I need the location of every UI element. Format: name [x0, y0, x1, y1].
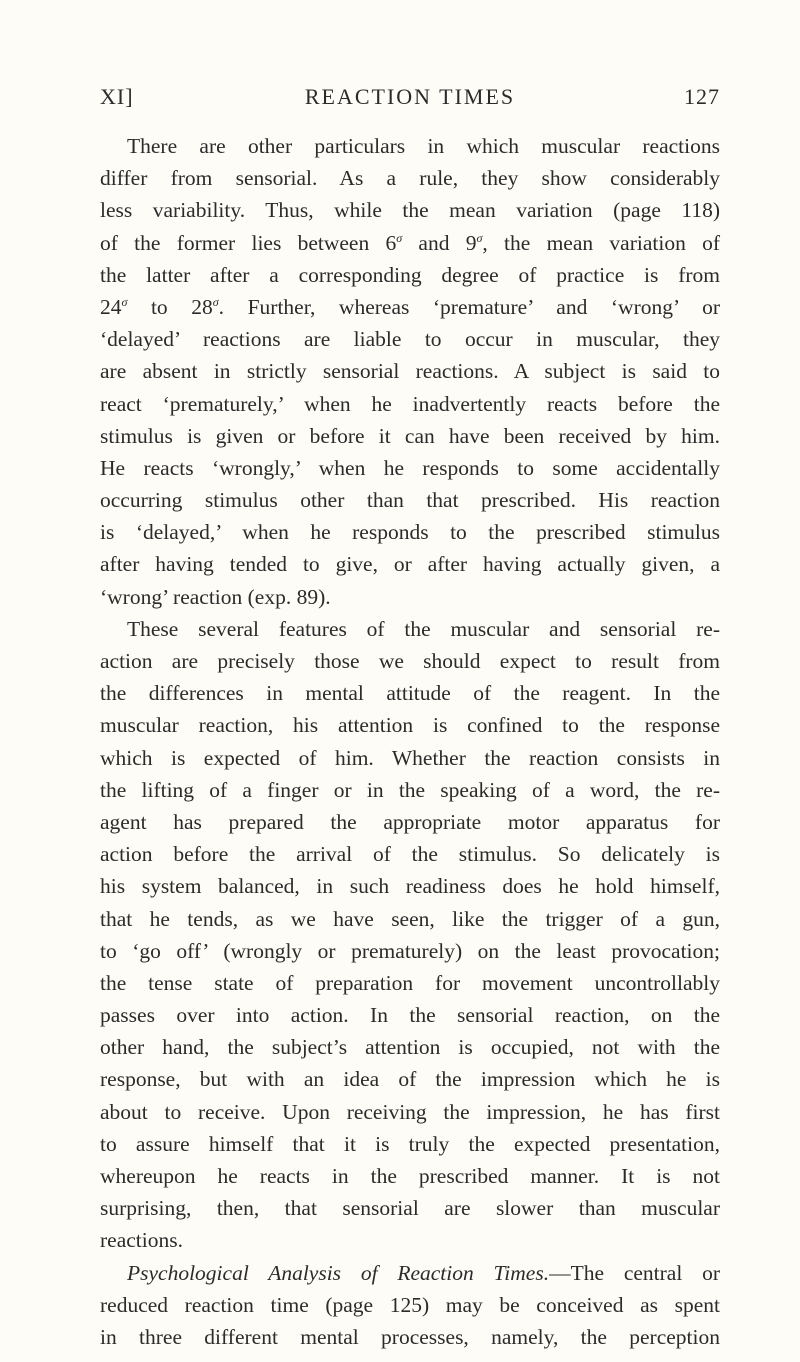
- text-line: action before the arrival of the stimulus. So delicately is: [100, 842, 720, 867]
- text-line: react ‘prematurely,’ when he inadvertently reacts before the: [100, 391, 720, 416]
- text-line: the tense state of preparation for movement uncontrollably: [100, 970, 720, 995]
- section-heading: Psychological Analysis of Reaction Times.: [127, 1260, 550, 1285]
- sigma-unit: σ: [396, 230, 403, 245]
- text-line: in three different mental processes, namely, the perception: [100, 1324, 720, 1349]
- text-line: to assure himself that it is truly the expected presentation,: [100, 1131, 720, 1156]
- sigma-unit: σ: [121, 294, 128, 309]
- text-line: muscular reaction, his attention is confined to the response: [100, 713, 720, 738]
- text-line: occurring stimulus other than that prescribed. His reaction: [100, 488, 720, 513]
- text-line: is ‘delayed,’ when he responds to the prescribed stimulus: [100, 520, 720, 545]
- text-line: are absent in strictly sensorial reactions. A subject is said to: [100, 359, 720, 384]
- running-title: REACTION TIMES: [304, 84, 516, 109]
- text-line: which is expected of him. Whether the reaction consists in: [100, 745, 720, 770]
- text-line: agent has prepared the appropriate motor apparatus for: [100, 809, 720, 834]
- text-line: whereupon he reacts in the prescribed manner. It is not: [100, 1164, 720, 1188]
- text-line: after having tended to give, or after having actually given, a: [100, 552, 720, 577]
- text-line: response, but with an idea of the impression which he is: [100, 1067, 720, 1092]
- text-line: ‘delayed’ reactions are liable to occur in muscular, they: [100, 327, 720, 352]
- section-heading-line: Psychological Analysis of Reaction Times.—The central or: [127, 1260, 720, 1285]
- sigma-unit: σ: [212, 294, 219, 309]
- text-line: about to receive. Upon receiving the impression, he has first: [100, 1099, 720, 1124]
- text-line: the differences in mental attitude of the reagent. In the: [100, 681, 720, 706]
- chapter-number: XI]: [100, 84, 134, 109]
- text-line: the lifting of a finger or in the speaking of a word, the re-: [100, 777, 720, 802]
- text-line: These several features of the muscular and sensorial re-: [127, 616, 720, 641]
- text-line: stimulus is given or before it can have been received by him.: [100, 423, 720, 448]
- text-line: to ‘go off’ (wrongly or prematurely) on the least provocation;: [100, 938, 720, 963]
- text-line: differ from sensorial. As a rule, they show considerably: [100, 166, 720, 191]
- text-line: $24^\sigma$ to $28^\sigma$. Further, whereas ‘premature’ and ‘wrong’ or: [100, 294, 720, 319]
- text-line: reactions.: [100, 1228, 183, 1253]
- text-line: surprising, then, that sensorial are slower than muscular: [100, 1196, 720, 1221]
- text-line: the latter after a corresponding degree of practice is from: [100, 262, 720, 287]
- text-line: ‘wrong’ reaction (exp. 89).: [100, 584, 331, 609]
- text-line: passes over into action. In the sensorial reaction, on the: [100, 1003, 720, 1028]
- text-line: reduced reaction time (page 125) may be conceived as spent: [100, 1292, 720, 1317]
- sigma-unit: σ: [476, 230, 483, 245]
- text-line: of the former lies between $6^\sigma$ and $9^\sigma$, the mean variation of: [100, 230, 720, 255]
- text-line: other hand, the subject’s attention is occupied, not with the: [100, 1035, 720, 1060]
- body-text: [100, 130, 720, 1353]
- text-line: that he tends, as we have seen, like the trigger of a gun,: [100, 906, 720, 931]
- text-line: There are other particulars in which muscular reactions: [127, 134, 720, 158]
- text-line: action are precisely those we should expect to result from: [100, 649, 720, 673]
- text-line: less variability. Thus, while the mean variation (page 118): [100, 198, 720, 223]
- text-line: He reacts ‘wrongly,’ when he responds to some accidentally: [100, 455, 720, 480]
- running-head: [100, 84, 720, 114]
- text-line: his system balanced, in such readiness does he hold himself,: [100, 874, 720, 899]
- page-number: 127: [684, 84, 720, 109]
